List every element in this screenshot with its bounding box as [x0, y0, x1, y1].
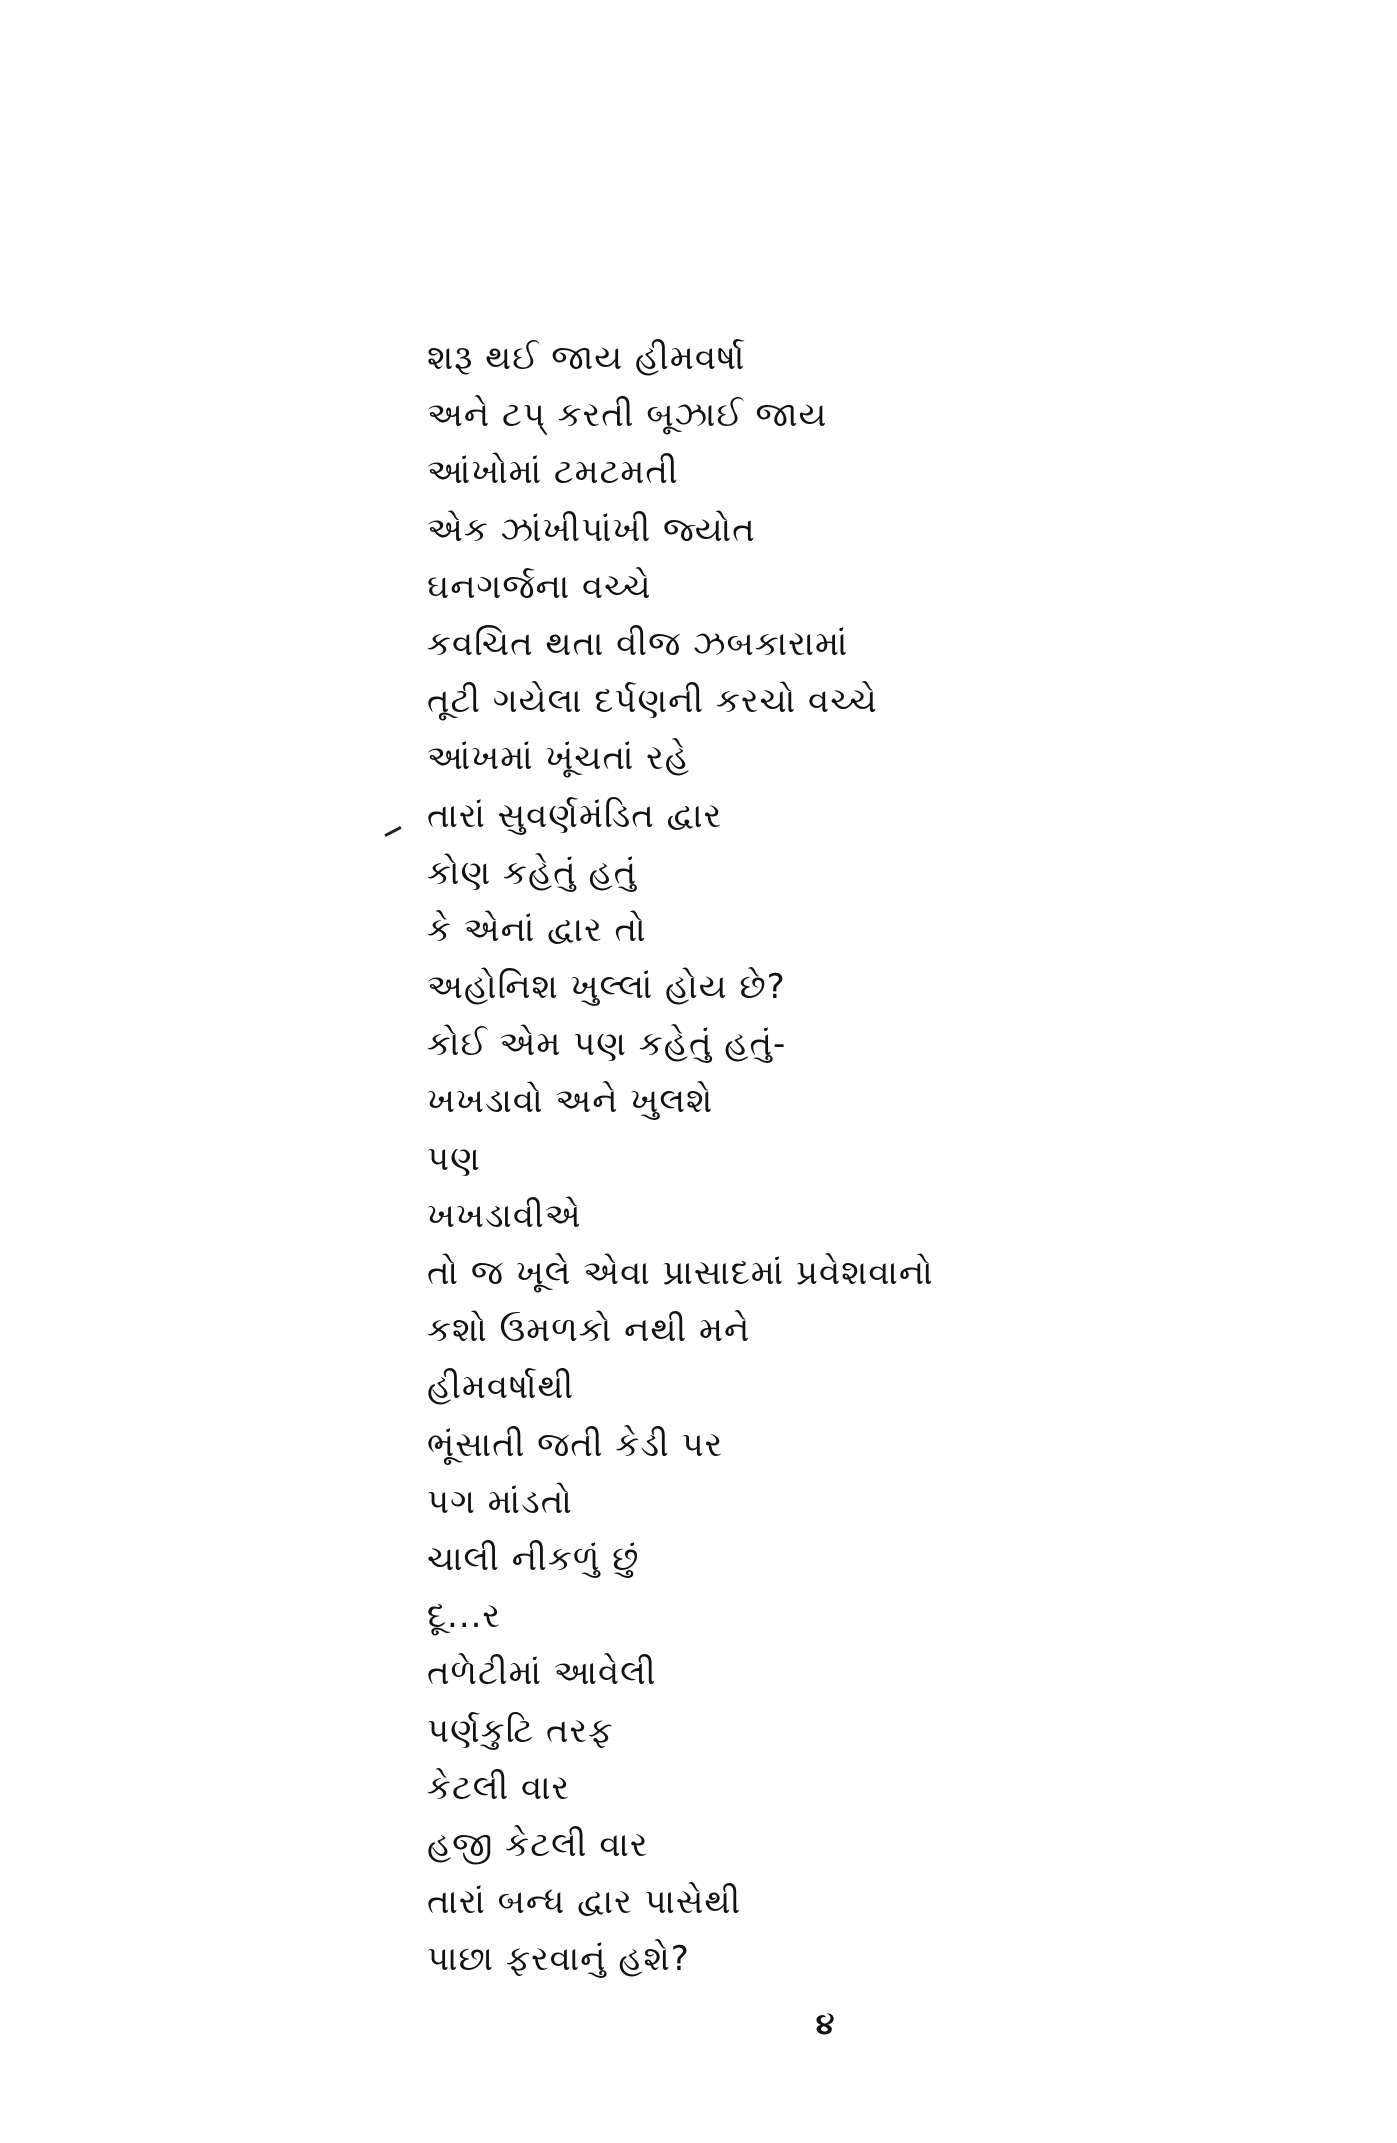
- poem-line: અહોનિશ ખુલ્લાં હોય છે?: [427, 967, 786, 1008]
- margin-tick-mark: [384, 826, 401, 837]
- poem-text: [427, 330, 1327, 1988]
- poem-line: કવચિત થતા વીજ ઝબકારામાં: [427, 623, 849, 664]
- page-number: ૪: [815, 2007, 835, 2042]
- poem-line: કે એનાં દ્વાર તો: [427, 909, 647, 950]
- poem-line: તારાં સુવર્ણમંડિત દ્વાર: [427, 795, 723, 836]
- poem-line: કોણ કહેતું હતું: [427, 852, 638, 893]
- poem-line: ખખડાવો અને ખુલશે: [427, 1081, 714, 1122]
- poem-line: પણ: [427, 1138, 481, 1179]
- poem-line: કશો ઉમળકો નથી મને: [427, 1310, 751, 1351]
- poem-line: કોઈ એમ પણ કહેતું હતું-: [427, 1024, 787, 1065]
- poem-line: ઘનગર્જના વચ્ચે: [427, 566, 652, 607]
- poem-line: તો જ ખૂલે એવા પ્રાસાદમાં પ્રવેશવાનો: [427, 1253, 934, 1293]
- poem-line: શરૂ થઈ જાય હીમવર્ષા: [427, 338, 746, 378]
- poem-line: કેટલી વાર: [427, 1767, 571, 1808]
- poem-line: પર્ણકુટિ તરફ: [427, 1710, 614, 1751]
- poem-line: એક ઝાંખીપાંખી જ્યોત: [427, 509, 756, 550]
- poem-line: ભૂંસાતી જતી કેડી પર: [427, 1424, 724, 1465]
- poem-line: તૂટી ગયેલા દર્પણની કરચો વચ્ચે: [427, 681, 878, 722]
- poem-line: ચાલી નીકળું છું: [427, 1538, 640, 1579]
- poem-line: તારાં બન્ધ દ્વાર પાસેથી: [427, 1882, 742, 1923]
- poem-line: હજી કેટલી વાર: [427, 1824, 649, 1865]
- poem-line: આંખોમાં ટમટમતી: [427, 452, 679, 493]
- poem-line: અને ટપ્ કરતી બૂઝાઈ જાય: [427, 395, 828, 436]
- poem-line: પાછા ફરવાનું હશે?: [427, 1939, 690, 1980]
- poem-line: તળેટીમાં આવેલી: [427, 1653, 657, 1694]
- poem-line: ખખડાવીએ: [427, 1195, 582, 1236]
- poem-line: દૂ...ર: [427, 1596, 502, 1637]
- poem-line: હીમવર્ષાથી: [427, 1367, 575, 1408]
- poem-line: આંખમાં ખૂંચતાં રહે: [427, 738, 690, 779]
- poem-line: પગ માંડતો: [427, 1481, 573, 1522]
